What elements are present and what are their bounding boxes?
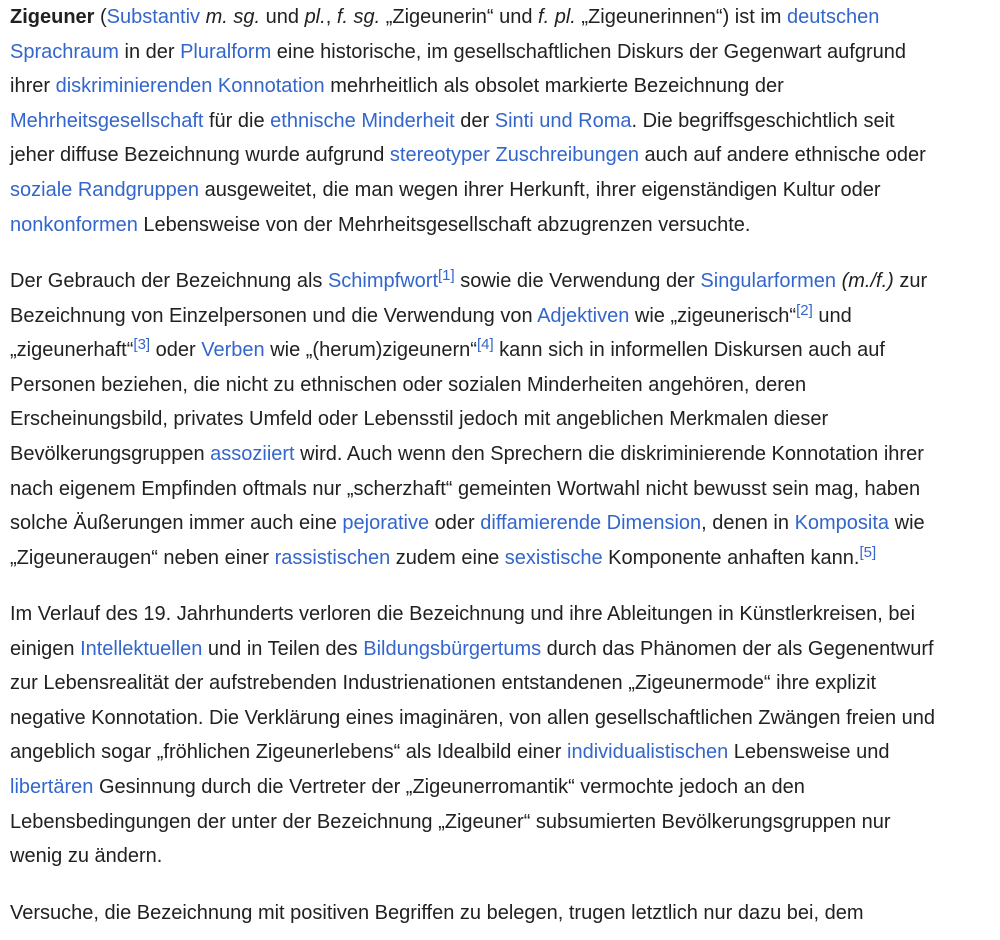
text-run: Bevölkerungsgruppen (10, 442, 211, 465)
text-run: nach eigenem Empfinden oftmals nur „scherzhaft“ gemeinten Wortwahl nicht bewusst sein mag, haben (10, 477, 921, 500)
text-line (10, 299, 1000, 334)
text-line (10, 472, 1000, 507)
text-run: oder (150, 339, 202, 362)
text-run: angeblich sogar „fröhlichen Zigeunerlebens“ als Idealbild einer (10, 741, 568, 764)
text-run: mehrheitlich als obsolet markierte Bezeichnung der (324, 75, 784, 98)
footnote-ref (796, 302, 813, 319)
text-run: zur Lebensrealität der aufstrebenden Industrienationen entstandenen „Zigeunermode“ ihre explizit (10, 672, 877, 695)
text-line (10, 770, 1000, 805)
paragraph-4 (10, 896, 1000, 931)
text-line (10, 437, 1000, 472)
text-run: ausgeweitet, die man wegen ihrer Herkunft, ihrer eigenständigen Kultur oder (199, 178, 881, 201)
text-run: wie „(herum)zigeunern“ (264, 339, 477, 362)
text-run: „zigeunerhaft“ (10, 339, 134, 362)
wiki-link[interactable]: Intellektuellen (80, 637, 203, 660)
wiki-link[interactable]: diskriminierenden Konnotation (55, 75, 325, 98)
wiki-link[interactable]: nonkonformen (10, 213, 138, 236)
text-run: oder (429, 512, 481, 535)
wiki-link[interactable]: Singularformen (700, 270, 837, 292)
text-line (10, 701, 1000, 736)
footnote-ref (438, 267, 455, 284)
paragraph-1 (10, 0, 1000, 242)
text-run: wenig zu ändern. (10, 845, 163, 868)
wiki-link[interactable]: individualistischen (567, 741, 729, 764)
text-run: Im Verlauf des 19. Jahrhunderts verloren die Bezeichnung und ihre Ableitungen in Künstlerkreisen, bei (10, 603, 916, 625)
wiki-link[interactable]: rassistischen (274, 546, 391, 569)
text-run: für die (203, 109, 271, 132)
text-run: zudem eine (390, 546, 505, 569)
footnote-link[interactable]: [3] (133, 336, 151, 354)
wiki-link[interactable]: assoziiert (210, 442, 295, 465)
text-run: ihrer (10, 75, 56, 98)
text-run: ( (94, 6, 107, 28)
wiki-link[interactable]: stereotyper Zuschreibungen (389, 144, 639, 167)
text-run: und (260, 6, 305, 28)
footnote-ref (133, 336, 150, 353)
text-run: Der Gebrauch der Bezeichnung als (10, 270, 328, 292)
wiki-link[interactable]: Adjektiven (537, 304, 630, 327)
text-line (10, 138, 1000, 173)
text-run: und in Teilen des (202, 637, 364, 660)
text-line (10, 264, 1000, 299)
text-line (10, 506, 1000, 541)
text-line (10, 173, 1000, 208)
text-run: wird. Auch wenn den Sprechern die diskriminierende Konnotation ihrer (294, 442, 924, 465)
paragraph-2 (10, 264, 1000, 575)
footnote-link[interactable]: [1] (438, 267, 455, 284)
text-run: in der (118, 40, 181, 63)
text-run: „Zigeunerin“ und (380, 6, 539, 28)
text-line (10, 69, 1000, 104)
text-run: Versuche, die Bezeichnung mit positiven Begriffen zu belegen, trugen letztlich nur dazu bei, dem (10, 902, 864, 924)
text-run: Personen beziehen, die nicht zu ethnischen oder sozialen Minderheiten angehören, deren (10, 373, 807, 396)
text-line (10, 839, 1000, 874)
italic-text: m. sg. (205, 6, 261, 28)
text-run: zur (893, 270, 928, 292)
text-run: , (325, 6, 337, 28)
wiki-link[interactable]: Sinti und Roma (494, 109, 632, 132)
wiki-link[interactable]: deutschen (787, 6, 880, 28)
text-line (10, 208, 1000, 243)
text-run: „Zigeuneraugen“ neben einer (10, 546, 275, 569)
text-line (10, 541, 1000, 576)
text-run: wie „zigeunerisch“ (629, 304, 797, 327)
footnote-link[interactable]: [4] (476, 336, 494, 354)
wiki-link[interactable]: diffamierende Dimension (480, 512, 702, 535)
text-run: Bezeichnung von Einzelpersonen und die Verwendung von (10, 304, 538, 327)
wiki-link[interactable]: Komposita (794, 512, 890, 535)
text-run: Lebensbedingungen der unter der Bezeichnung „Zigeuner“ subsumierten Bevölkerungsgruppen nur (10, 810, 891, 833)
text-run: Erscheinungsbild, privates Umfeld oder Lebensstil jedoch mit angeblichen Merkmalen dieser (10, 408, 829, 431)
text-run: und (812, 304, 852, 327)
text-line (10, 632, 1000, 667)
text-line (10, 35, 1000, 70)
wiki-link[interactable]: Schimpfwort (327, 270, 438, 292)
wiki-link[interactable]: libertären (10, 775, 94, 798)
wiki-link[interactable]: Sprachraum (10, 40, 119, 63)
wiki-link[interactable]: Verben (201, 339, 265, 362)
text-run: . Die begriffsgeschichtlich seit (631, 109, 895, 132)
lemma-term: Zigeuner (10, 6, 95, 28)
wiki-link[interactable]: Mehrheitsgesellschaft (10, 109, 204, 132)
wiki-link[interactable]: Substantiv (106, 6, 201, 28)
text-line (10, 368, 1000, 403)
text-line (10, 333, 1000, 368)
text-run: Gesinnung durch die Vertreter der „Zigeunerromantik“ vermochte jedoch an den (93, 775, 805, 798)
text-run: Komponente anhaften kann. (602, 546, 860, 569)
italic-text: f. sg. (336, 6, 381, 28)
footnote-ref (859, 544, 876, 561)
wiki-link[interactable]: Pluralform (180, 40, 272, 63)
text-run: der (454, 109, 495, 132)
text-run: , denen in (701, 512, 795, 535)
text-run: eine historische, im gesellschaftlichen Diskurs der Gegenwart aufgrund (271, 40, 906, 63)
text-run: wie (889, 512, 925, 535)
text-line (10, 666, 1000, 701)
text-run: Lebensweise von der Mehrheitsgesellschaft abzugrenzen versuchte. (137, 213, 751, 236)
footnote-ref (477, 336, 494, 353)
text-line (10, 805, 1000, 840)
italic-text: f. pl. (538, 6, 576, 28)
text-line (10, 896, 1000, 931)
paragraph-3 (10, 597, 1000, 874)
text-run: einigen (10, 637, 81, 660)
footnote-link[interactable]: [2] (796, 301, 813, 319)
text-run: Lebensweise und (728, 741, 890, 764)
wiki-link[interactable]: pejorative (342, 512, 430, 535)
text-run: durch das Phänomen der als Gegenentwurf (541, 637, 934, 660)
footnote-link[interactable]: [5] (859, 543, 877, 561)
wiki-link[interactable]: ethnische Minderheit (270, 109, 455, 132)
text-run: negative Konnotation. Die Verklärung eines imaginären, von allen gesellschaftlichen Zwängen freien und (10, 706, 936, 729)
text-run: „Zigeunerinnen“) ist im (575, 6, 788, 28)
text-line (10, 402, 1000, 437)
italic-text: pl. (304, 6, 326, 28)
text-line (10, 597, 1000, 632)
text-line (10, 0, 1000, 35)
text-run: auch auf andere ethnische oder (638, 144, 926, 167)
wiki-link[interactable]: Bildungsbürgertums (363, 637, 542, 660)
wiki-link[interactable]: soziale Randgruppen (10, 178, 200, 201)
text-run: sowie die Verwendung der (454, 270, 701, 292)
text-run: jeher diffuse Bezeichnung wurde aufgrund (10, 144, 390, 167)
text-line (10, 735, 1000, 770)
text-line (10, 104, 1000, 139)
wiki-link[interactable]: sexistische (504, 546, 603, 569)
text-run: solche Äußerungen immer auch eine (10, 512, 343, 535)
text-run: kann sich in informellen Diskursen auch auf (493, 339, 885, 362)
italic-text: (m./f.) (841, 270, 894, 292)
